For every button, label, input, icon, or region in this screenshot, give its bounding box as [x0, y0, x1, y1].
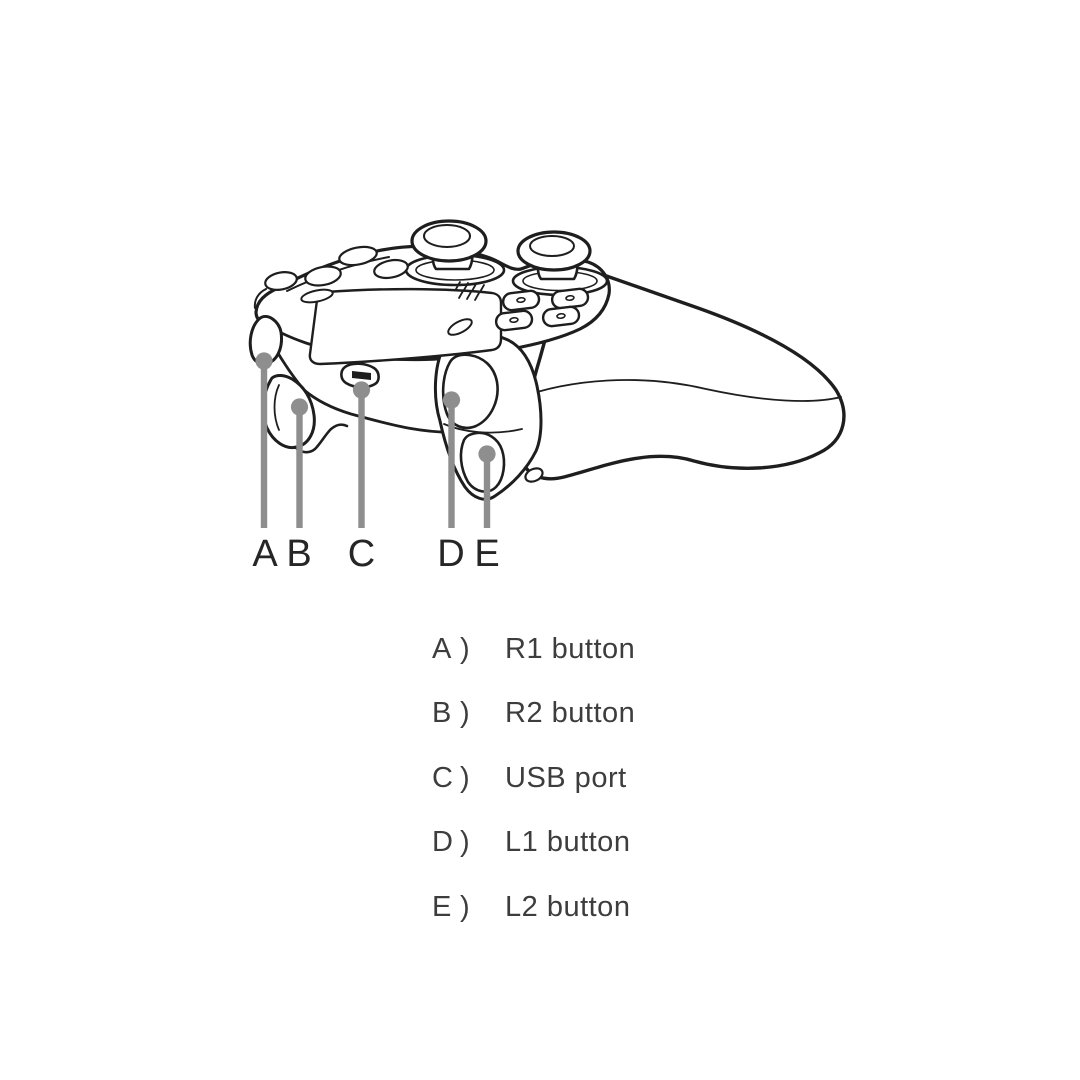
- legend-label: R2 button: [505, 697, 636, 730]
- legend-paren: ): [460, 761, 471, 794]
- callout-dot-e: [478, 445, 495, 462]
- callout-letter-b: B: [286, 533, 312, 575]
- callout-letter-a: A: [252, 533, 278, 575]
- cross-button: [542, 306, 580, 327]
- legend-paren: ): [460, 890, 471, 923]
- legend-paren: ): [460, 697, 471, 730]
- touchpad-outline: [310, 289, 501, 364]
- legend-row-e: [432, 875, 792, 940]
- callout-dot-d: [443, 391, 460, 408]
- callout-dot-b: [291, 398, 308, 415]
- legend-paren: ): [460, 632, 471, 665]
- square-button: [495, 310, 533, 331]
- left-stick-cap: [412, 221, 486, 261]
- callout-letter-e: E: [474, 533, 500, 575]
- legend-label: R1 button: [505, 632, 636, 665]
- right-stick-cap: [518, 232, 590, 270]
- callout-dot-a: [255, 352, 272, 369]
- l2-trigger-shape: [461, 433, 504, 492]
- callout-letters: [252, 533, 499, 575]
- legend-letter: C: [432, 761, 454, 794]
- legend-row-c: [432, 746, 792, 811]
- legend-row-b: [432, 682, 792, 747]
- callout-letter-d: D: [437, 533, 465, 575]
- legend-label: L1 button: [505, 826, 631, 859]
- callout-letter-c: C: [347, 533, 376, 575]
- legend-letter: B: [432, 697, 452, 730]
- triangle-button: [502, 290, 540, 311]
- legend-label: USB port: [505, 761, 627, 794]
- legend-letter: E: [432, 890, 452, 923]
- legend-letter: D: [432, 826, 454, 859]
- legend: [432, 617, 792, 940]
- legend-row-d: [432, 811, 792, 876]
- legend-paren: ): [460, 826, 471, 859]
- legend-label: L2 button: [505, 890, 631, 923]
- legend-row-a: [432, 617, 792, 682]
- callout-dot-c: [353, 381, 370, 398]
- legend-letter: A: [432, 632, 452, 665]
- controller-illustration: [250, 221, 844, 499]
